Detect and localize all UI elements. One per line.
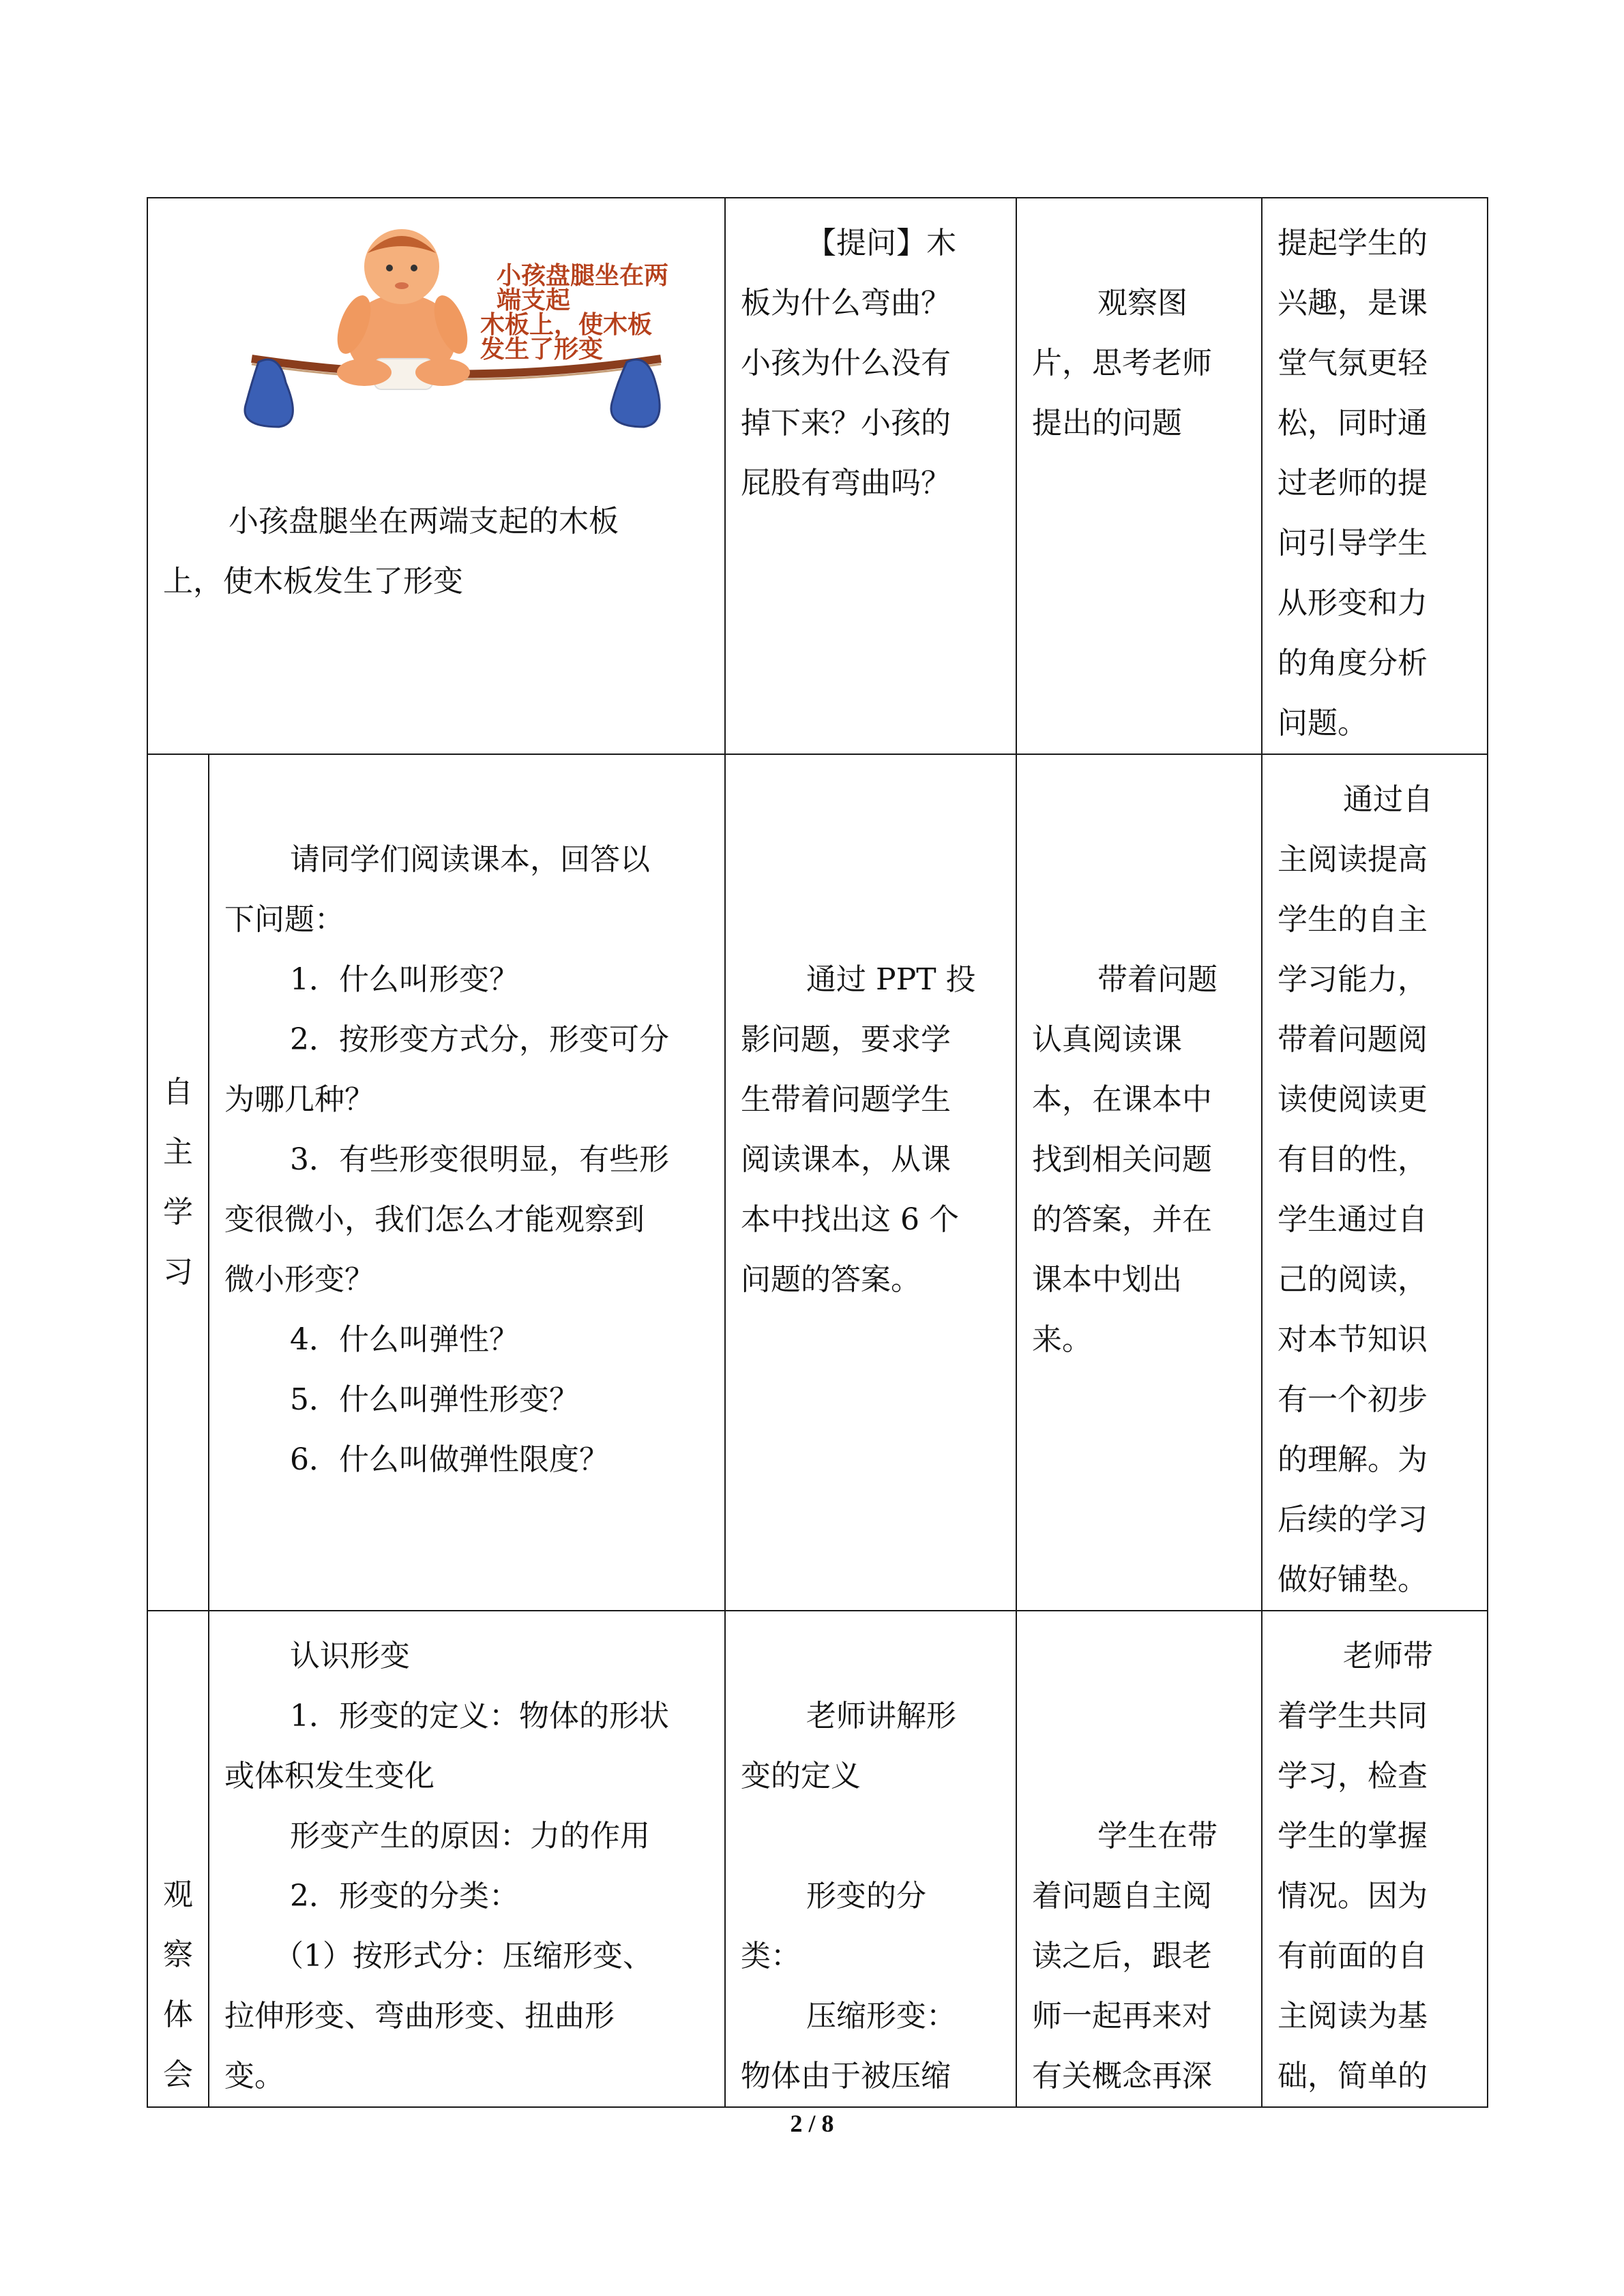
teacher-text-line: 屁股有弯曲吗？ [741, 466, 951, 501]
section-label-observe [147, 1611, 209, 2107]
content-text-line: 请同学们阅读课本，回答以 [290, 842, 650, 877]
student-text-line: 带着问题 [1097, 962, 1217, 997]
content-text-line: 6．什么叫做弹性限度？ [290, 1442, 609, 1477]
student-text-line: 来。 [1032, 1322, 1092, 1357]
self-study-intent-cell [1262, 754, 1488, 1611]
intent-text-line: 己的阅读， [1278, 1262, 1428, 1297]
student-text-line: 有关概念再深 [1032, 2059, 1212, 2093]
section-char: 会 [163, 2057, 193, 2092]
intent-text-line: 学习能力， [1278, 962, 1428, 997]
row-intro [147, 198, 1488, 754]
lesson-plan-table [147, 197, 1488, 2108]
intro-text-line: 上，使木板发生了形变 [163, 564, 463, 599]
observe-student-cell [1016, 1611, 1262, 2107]
content-text-line: 拉伸形变、弯曲形变、扭曲形 [224, 1999, 615, 2033]
intent-text-line: 的理解。为 [1278, 1442, 1428, 1477]
intent-text-line: 过老师的提 [1278, 466, 1428, 501]
teacher-text-line: 类： [741, 1939, 801, 1973]
teacher-text-line: 掉下来？小孩的 [741, 406, 951, 441]
section-char: 体 [163, 1997, 193, 2032]
teacher-text-line: 阅读课本，从课 [741, 1142, 951, 1177]
self-study-content-cell [209, 754, 725, 1611]
intent-text-line: 通过自 [1343, 782, 1433, 817]
intent-text-line: 读使阅读更 [1278, 1082, 1428, 1117]
teacher-text-line: 问题的答案。 [741, 1262, 921, 1297]
content-text-line: 5．什么叫弹性形变？ [290, 1382, 579, 1417]
intro-description [163, 492, 709, 612]
page-number: 2 / 8 [790, 2110, 834, 2137]
content-text-line: 3．有些形变很明显，有些形 [290, 1142, 669, 1177]
intent-text-line: 情况。因为 [1278, 1879, 1428, 1913]
teacher-text-line: 本中找出这 6 个 [741, 1202, 959, 1237]
intent-text-line: 从形变和力 [1278, 586, 1428, 621]
section-char: 自 [163, 1075, 193, 1109]
student-text-line: 的答案，并在 [1032, 1202, 1212, 1237]
teacher-text-line: 板为什么弯曲？ [741, 286, 951, 320]
teacher-text-line: 压缩形变： [806, 1999, 956, 2033]
teacher-text-line: 生带着问题学生 [741, 1082, 951, 1117]
baby-on-plank-image [238, 219, 675, 478]
intro-teacher-cell [725, 198, 1016, 754]
teacher-text-line: 小孩为什么没有 [741, 346, 951, 381]
student-text-line: 片，思考老师 [1032, 346, 1212, 381]
teacher-text-line: 影问题，要求学 [741, 1022, 951, 1057]
intent-text-line: 堂气氛更轻 [1278, 346, 1428, 381]
image-caption-line2: 木板上，使木板发生了形变 [480, 310, 653, 363]
content-text-line: 或体积发生变化 [224, 1759, 434, 1793]
student-text-line: 着问题自主阅 [1032, 1879, 1212, 1913]
student-text-line: 找到相关问题 [1032, 1142, 1212, 1177]
intent-text-line: 学生的自主 [1278, 902, 1428, 937]
section-char: 主 [163, 1135, 193, 1169]
intent-text-line: 础，简单的 [1278, 2059, 1428, 2093]
student-text-line: 认真阅读课 [1032, 1022, 1182, 1057]
student-text-line: 本，在课本中 [1032, 1082, 1212, 1117]
intent-text-line: 做好铺垫。 [1278, 1562, 1428, 1597]
student-text-line: 观察图 [1097, 286, 1187, 320]
intent-text-line: 学生的掌握 [1278, 1819, 1428, 1853]
content-text-line: （1）按形式分：压缩形变、 [274, 1939, 653, 1973]
student-text-line: 课本中划出 [1032, 1262, 1182, 1297]
teacher-text-line: 通过 PPT 投 [806, 962, 976, 997]
self-study-teacher-cell [725, 754, 1016, 1611]
content-text-line: 变很微小，我们怎么才能观察到 [224, 1202, 645, 1237]
student-text-line: 学生在带 [1097, 1819, 1217, 1853]
content-text-line: 形变产生的原因：力的作用 [290, 1819, 650, 1853]
intent-text-line: 松，同时通 [1278, 406, 1428, 441]
intent-text-line: 主阅读为基 [1278, 1999, 1428, 2033]
observe-teacher-cell [725, 1611, 1016, 2107]
teacher-text-line: 变的定义 [741, 1759, 861, 1793]
content-text-line: 1．什么叫形变？ [290, 962, 519, 997]
content-text-line: 2．按形变方式分，形变可分 [290, 1022, 669, 1057]
self-study-student-cell [1016, 754, 1262, 1611]
teacher-text-line: 【提问】木 [806, 226, 956, 260]
image-caption-line1: 小孩盘腿坐在两端支起 [497, 261, 669, 314]
intent-text-line: 学习，检查 [1278, 1759, 1428, 1793]
row-observe [147, 1611, 1488, 2107]
content-text-line: 认识形变 [290, 1639, 410, 1673]
intent-text-line: 提起学生的 [1278, 226, 1428, 260]
intent-text-line: 问引导学生 [1278, 526, 1428, 561]
section-label-self-study [147, 754, 209, 1611]
student-text-line: 师一起再来对 [1032, 1999, 1212, 2033]
content-text-line: 1．形变的定义：物体的形状 [290, 1699, 669, 1733]
intent-text-line: 带着问题阅 [1278, 1022, 1428, 1057]
intent-text-line: 的角度分析 [1278, 646, 1428, 681]
student-text-line: 提出的问题 [1032, 406, 1182, 441]
intro-student-cell [1016, 198, 1262, 754]
intent-text-line: 老师带 [1343, 1639, 1433, 1673]
content-text-line: 4．什么叫弹性？ [290, 1322, 519, 1357]
content-text-line: 微小形变？ [224, 1262, 374, 1297]
intro-text-line: 小孩盘腿坐在两端支起的木板 [228, 504, 619, 539]
teacher-text-line: 老师讲解形 [806, 1699, 956, 1733]
content-text-line: 为哪几种？ [224, 1082, 374, 1117]
observe-intent-cell [1262, 1611, 1488, 2107]
intent-text-line: 有一个初步 [1278, 1382, 1428, 1417]
section-char: 习 [163, 1255, 193, 1289]
section-char: 学 [163, 1195, 193, 1229]
intent-text-line: 着学生共同 [1278, 1699, 1428, 1733]
teacher-text-line: 物体由于被压缩 [741, 2059, 951, 2093]
teacher-text-line: 形变的分 [806, 1879, 926, 1913]
intro-intent-cell [1262, 198, 1488, 754]
observe-content-cell [209, 1611, 725, 2107]
intent-text-line: 问题。 [1278, 706, 1368, 741]
content-text-line: 下问题： [224, 902, 344, 937]
intent-text-line: 有前面的自 [1278, 1939, 1428, 1973]
student-text-line: 读之后，跟老 [1032, 1939, 1212, 1973]
section-char: 察 [163, 1937, 193, 1972]
intent-text-line: 主阅读提高 [1278, 842, 1428, 877]
intent-text-line: 对本节知识 [1278, 1322, 1428, 1357]
intent-text-line: 后续的学习 [1278, 1502, 1428, 1537]
intent-text-line: 兴趣，是课 [1278, 286, 1428, 320]
row-self-study [147, 754, 1488, 1611]
section-char: 观 [163, 1877, 193, 1912]
intro-content-cell [147, 198, 725, 754]
content-text-line: 2．形变的分类： [290, 1879, 519, 1913]
content-text-line: 变。 [224, 2059, 284, 2093]
intent-text-line: 有目的性， [1278, 1142, 1428, 1177]
intent-text-line: 学生通过自 [1278, 1202, 1428, 1237]
